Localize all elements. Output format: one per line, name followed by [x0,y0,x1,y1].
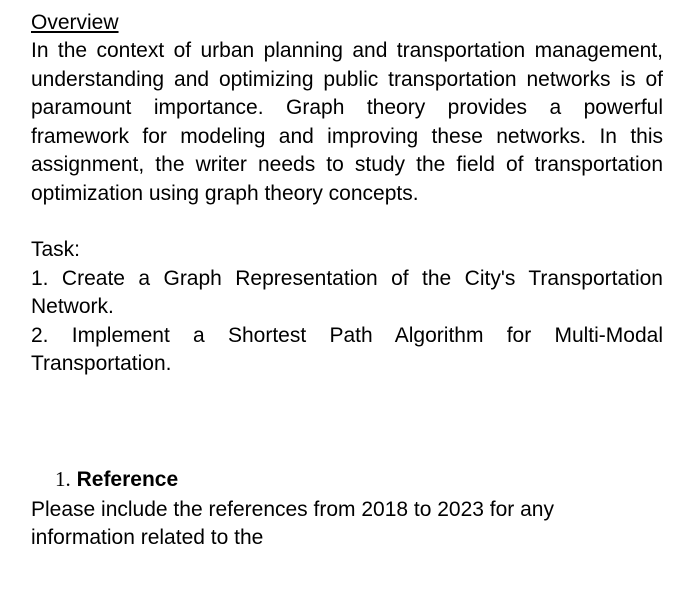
task-item-2: 2. Implement a Shortest Path Algorithm for Multi-Modal Transportation. [31,323,663,375]
reference-body: Please include the references from 2018 to 2023 for any information related to the [31,497,554,549]
overview-heading: Overview [31,11,119,34]
overview-paragraph: In the context of urban planning and transportation management, understanding and optimizing public transportation networks is of paramount importance. Graph theory provides a powerful framework for modeling and improving these networks. In this assignment, the writer needs to study the field of transportation optimization using graph theory concepts. [31,39,663,205]
reference-number: 1. [55,466,71,491]
task-label: Task: [31,238,81,261]
document-page [31,9,663,553]
spacer [31,208,663,236]
task-item-1: 1. Create a Graph Representation of the City's Transportation Network. [31,266,663,318]
reference-title: Reference [76,467,179,491]
reference-heading [31,465,663,494]
spacer [31,379,663,465]
